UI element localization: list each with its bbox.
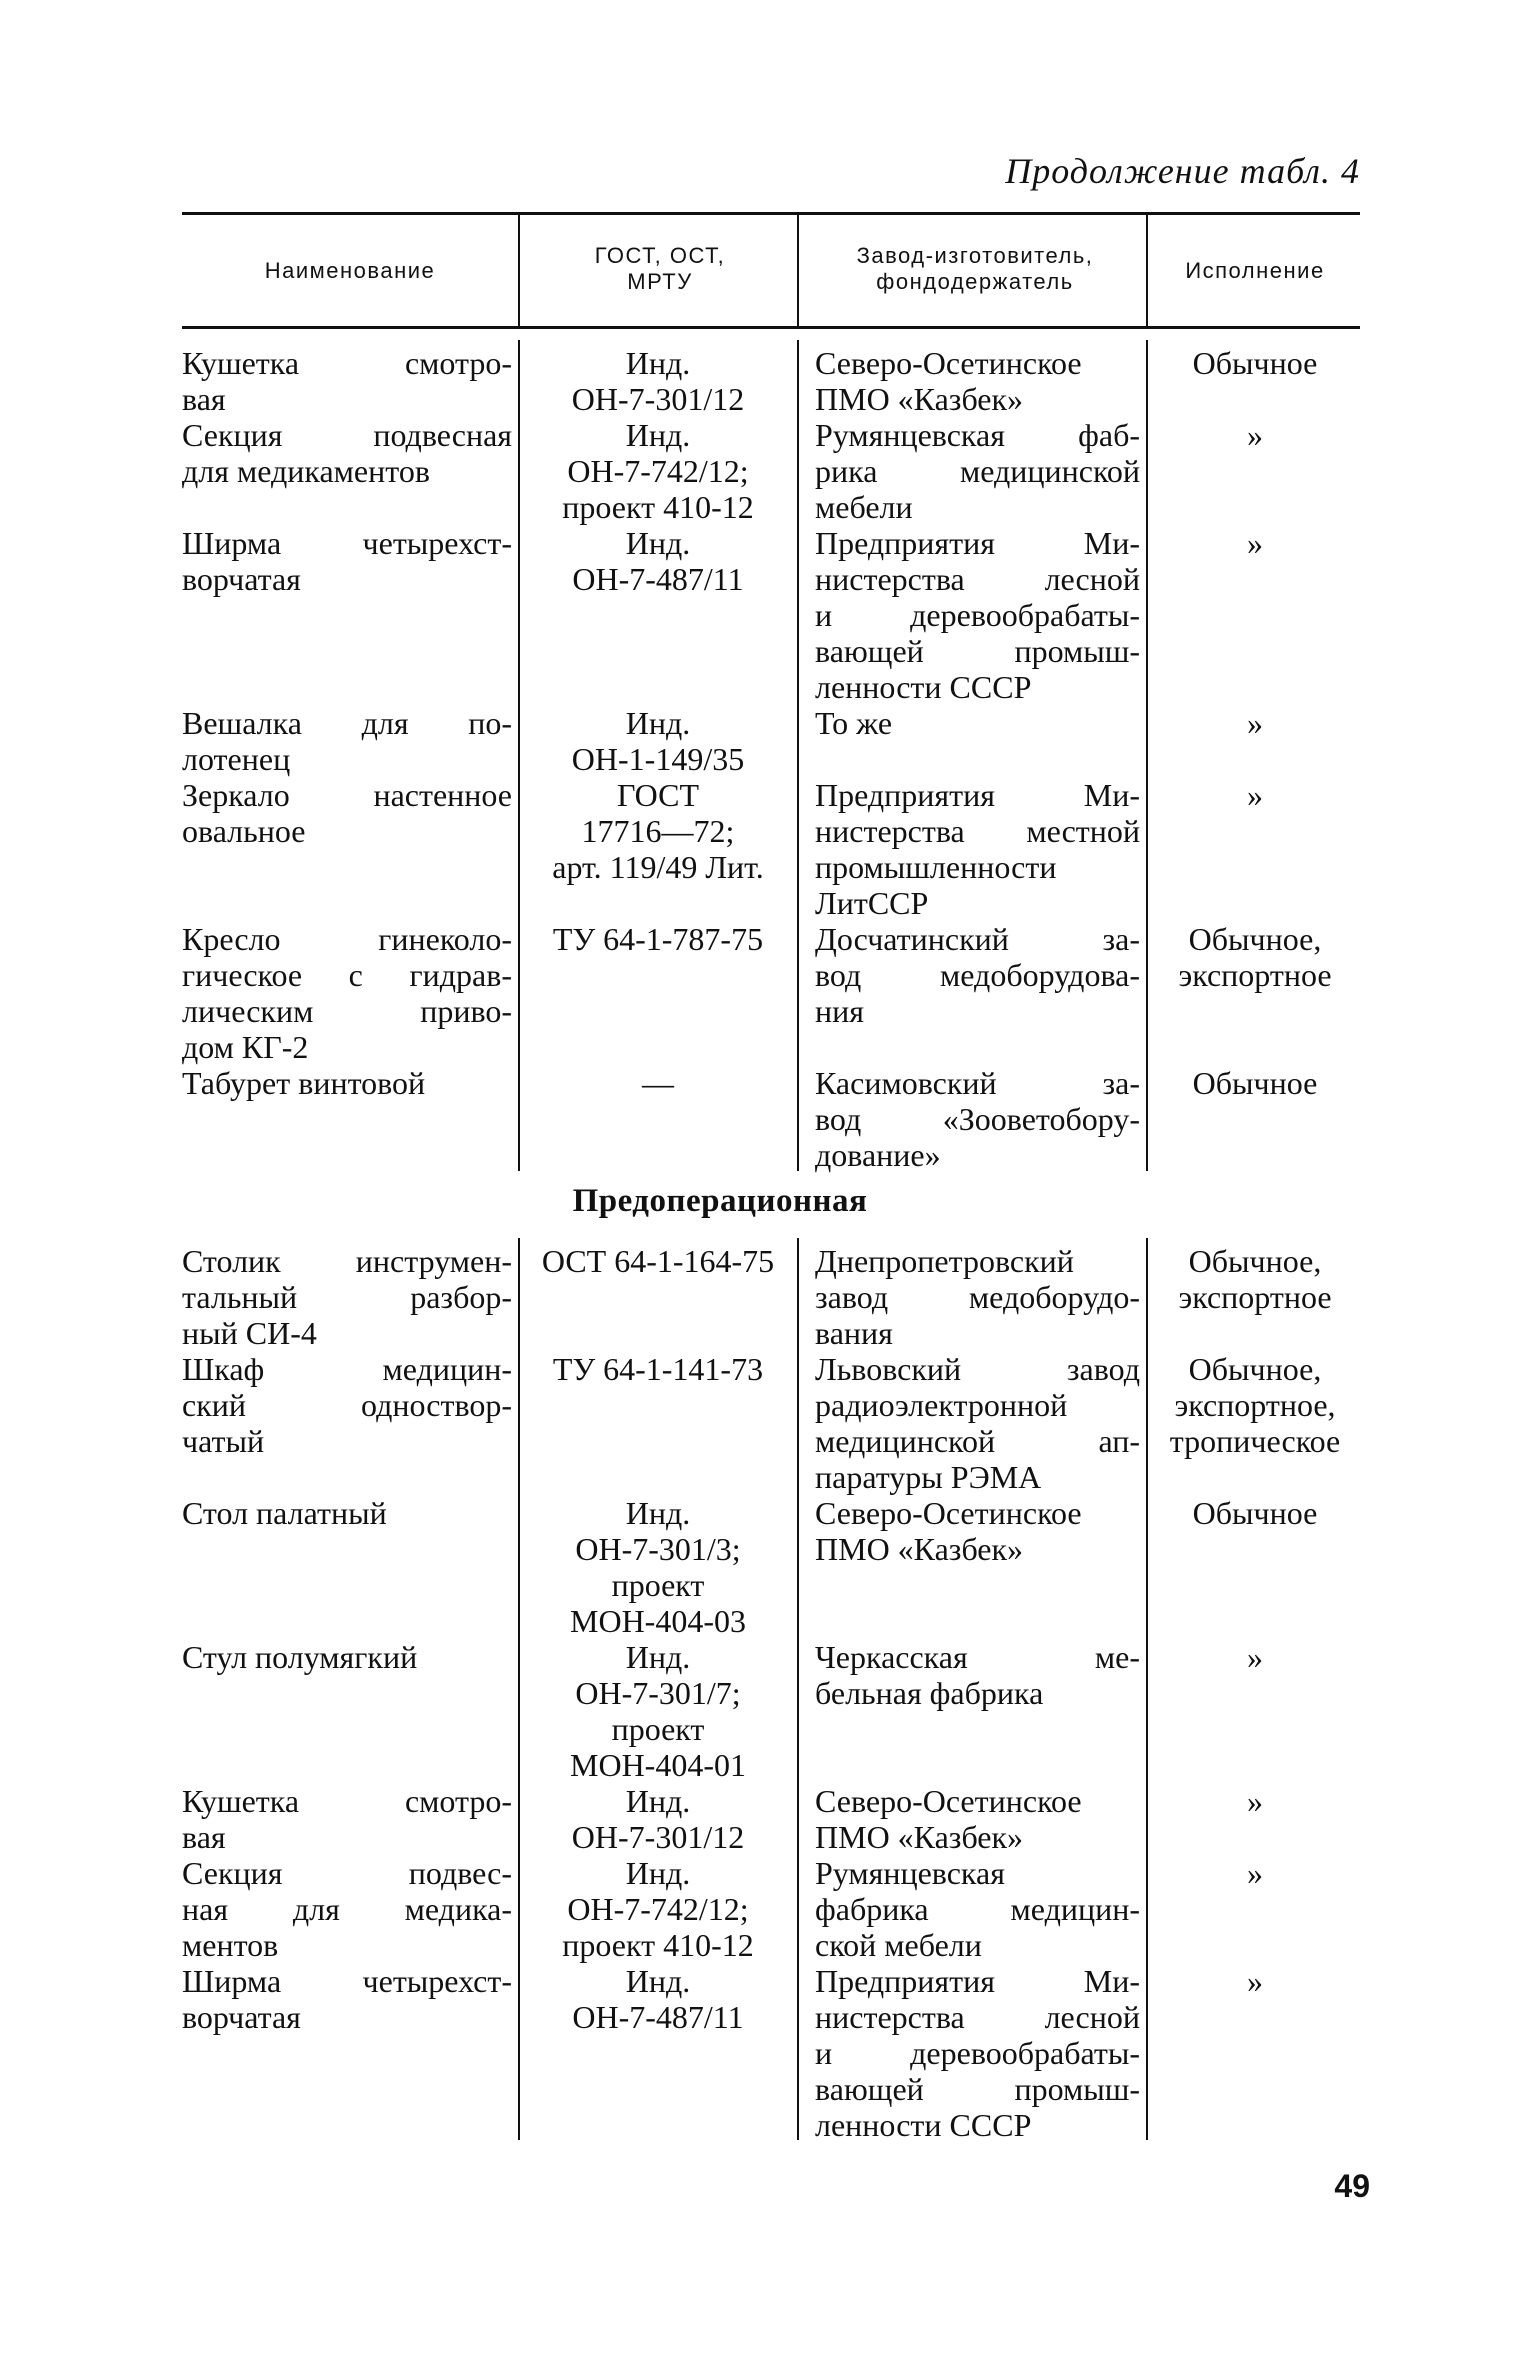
cell-line: Кресло гинеколо- — [182, 921, 512, 957]
cell-line: — — [642, 1065, 674, 1101]
cell-line: Ширма четырехст- — [182, 525, 512, 561]
cell-supplier — [815, 1065, 1140, 1173]
cell-version — [1150, 1855, 1360, 1891]
page-number: 49 — [1334, 2168, 1370, 2204]
cell-line: гическое с гидрав- — [182, 957, 512, 993]
cell-line: ский одноствор- — [182, 1387, 512, 1423]
cell-version — [1150, 525, 1360, 561]
cell-name — [182, 921, 512, 1065]
cell-version — [1150, 705, 1360, 741]
cell-supplier — [815, 1243, 1140, 1351]
cell-line: и деревообрабаты- — [815, 2035, 1140, 2071]
cell-line: дование» — [815, 1137, 941, 1173]
cell-line: бельная фабрика — [815, 1675, 1044, 1711]
cell-line: Обычное, — [1188, 921, 1322, 957]
cell-line: ленности СССР — [815, 2107, 1032, 2143]
cell-line: лическим приво- — [182, 993, 512, 1029]
cell-line: медицинской ап- — [815, 1423, 1140, 1459]
cell-line: Обычное — [1192, 345, 1318, 381]
cell-line: ЛитССР — [815, 885, 929, 921]
cell-supplier — [815, 1855, 1140, 1963]
cell-line: » — [1247, 1855, 1263, 1891]
column-divider — [797, 215, 799, 326]
cell-line: Северо-Осетинское — [815, 1495, 1082, 1531]
cell-line: тропическое — [1169, 1423, 1341, 1459]
cell-standard — [522, 1639, 794, 1783]
cell-line: Табурет винтовой — [182, 1065, 426, 1101]
cell-line: Секция подвесная — [182, 417, 512, 453]
cell-line: МОН-404-01 — [570, 1747, 746, 1783]
cell-line: Досчатинский за- — [815, 921, 1140, 957]
cell-line: Северо-Осетинское — [815, 345, 1082, 381]
cell-name — [182, 705, 512, 777]
cell-line: Румянцевская — [815, 1855, 1005, 1891]
cell-line: вая — [182, 1819, 226, 1855]
cell-supplier — [815, 345, 1140, 417]
cell-line: Инд. — [625, 1495, 691, 1531]
cell-standard — [522, 525, 794, 597]
cell-line: Секция подвес- — [182, 1855, 512, 1891]
cell-line: ОН-7-487/11 — [572, 561, 744, 597]
cell-version — [1150, 1065, 1360, 1101]
cell-standard — [522, 705, 794, 777]
cell-line: Обычное, — [1188, 1351, 1322, 1387]
cell-line: ная для медика- — [182, 1891, 512, 1927]
cell-line: вая — [182, 381, 226, 417]
cell-line: Шкаф медицин- — [182, 1351, 512, 1387]
table-header-rule — [182, 326, 1360, 329]
cell-line: для медикаментов — [182, 453, 430, 489]
column-divider — [1146, 1238, 1148, 2140]
cell-line: нистерства лесной — [815, 1999, 1140, 2035]
cell-line: нистерства лесной — [815, 561, 1140, 597]
cell-line: вающей промыш- — [815, 2071, 1140, 2107]
cell-line: ворчатая — [182, 561, 301, 597]
cell-line: Северо-Осетинское — [815, 1783, 1082, 1819]
cell-line: ПМО «Казбек» — [815, 1819, 1024, 1855]
cell-standard — [522, 777, 794, 885]
cell-line: рика медицинской — [815, 453, 1140, 489]
cell-standard — [522, 1243, 794, 1279]
column-divider — [797, 1238, 799, 2140]
cell-name — [182, 777, 512, 849]
cell-supplier — [815, 417, 1140, 525]
cell-line: Инд. — [625, 1783, 691, 1819]
cell-supplier — [815, 921, 1140, 1029]
cell-name — [182, 1065, 512, 1101]
cell-standard — [522, 1495, 794, 1639]
column-divider — [797, 340, 799, 1171]
cell-line: Обычное, — [1188, 1243, 1322, 1279]
cell-line: овальное — [182, 813, 306, 849]
cell-supplier — [815, 1639, 1140, 1711]
cell-line: проект — [611, 1567, 705, 1603]
cell-standard — [522, 345, 794, 417]
cell-version — [1150, 1783, 1360, 1819]
cell-line: Инд. — [625, 525, 691, 561]
cell-supplier — [815, 1963, 1140, 2143]
cell-line: Обычное — [1192, 1495, 1318, 1531]
cell-line: фабрика медицин- — [815, 1891, 1140, 1927]
cell-line: Львовский завод — [815, 1351, 1140, 1387]
cell-line: дом КГ-2 — [182, 1029, 309, 1065]
cell-line: ОН-7-301/7; — [575, 1675, 741, 1711]
cell-standard — [522, 1783, 794, 1855]
column-divider — [518, 215, 520, 326]
cell-line: Касимовский за- — [815, 1065, 1140, 1101]
table-caption: Продолжение табл. 4 — [1005, 151, 1360, 191]
cell-line: и деревообрабаты- — [815, 597, 1140, 633]
cell-line: тальный разбор- — [182, 1279, 512, 1315]
cell-version — [1150, 777, 1360, 813]
cell-version — [1150, 1963, 1360, 1999]
cell-line: Инд. — [625, 1855, 691, 1891]
column-divider — [1146, 215, 1148, 326]
cell-line: Инд. — [625, 1963, 691, 1999]
cell-line: ПМО «Казбек» — [815, 1531, 1024, 1567]
cell-name — [182, 417, 512, 489]
cell-name — [182, 1639, 512, 1675]
cell-line: паратуры РЭМА — [815, 1459, 1042, 1495]
cell-name — [182, 345, 512, 417]
cell-supplier — [815, 1351, 1140, 1495]
cell-line: То же — [815, 705, 893, 741]
cell-line: ПМО «Казбек» — [815, 381, 1024, 417]
cell-line: вающей промыш- — [815, 633, 1140, 669]
cell-line: Ширма четырехст- — [182, 1963, 512, 1999]
cell-line: завод медоборудо- — [815, 1279, 1140, 1315]
cell-version — [1150, 345, 1360, 381]
cell-line: » — [1247, 1783, 1263, 1819]
column-divider — [1146, 340, 1148, 1171]
section-title: Предоперационная — [572, 1183, 868, 1219]
cell-line: ОН-7-742/12; — [567, 1891, 749, 1927]
cell-line: ный СИ-4 — [182, 1315, 317, 1351]
cell-line: ОН-7-487/11 — [572, 1999, 744, 2035]
cell-line: » — [1247, 1963, 1263, 1999]
cell-standard — [522, 417, 794, 525]
cell-name — [182, 1855, 512, 1963]
cell-line: Стол палатный — [182, 1495, 387, 1531]
cell-name — [182, 1495, 512, 1531]
cell-line: Кушетка смотро- — [182, 1783, 512, 1819]
cell-line: ТУ 64-1-141-73 — [552, 1351, 764, 1387]
cell-line: Стул полумягкий — [182, 1639, 418, 1675]
column-divider — [518, 1238, 520, 2140]
cell-line: вод «Зооветобору- — [815, 1101, 1140, 1137]
cell-line: ОН-7-301/3; — [575, 1531, 741, 1567]
cell-line: проект 410-12 — [562, 1927, 754, 1963]
cell-supplier — [815, 705, 1140, 741]
cell-line: ментов — [182, 1927, 279, 1963]
cell-line: Инд. — [625, 345, 691, 381]
cell-name — [182, 1243, 512, 1351]
cell-line: ленности СССР — [815, 669, 1032, 705]
cell-line: Столик инструмен- — [182, 1243, 512, 1279]
cell-line: нистерства местной — [815, 813, 1140, 849]
cell-standard — [522, 921, 794, 957]
cell-line: » — [1247, 777, 1263, 813]
cell-line: ОН-7-301/12 — [571, 381, 745, 417]
cell-line: Зеркало настенное — [182, 777, 512, 813]
cell-name — [182, 525, 512, 597]
cell-supplier — [815, 1783, 1140, 1855]
cell-version — [1150, 417, 1360, 453]
cell-line: Инд. — [625, 705, 691, 741]
cell-version — [1150, 1495, 1360, 1531]
cell-line: вания — [815, 1315, 893, 1351]
cell-line: ОН-7-742/12; — [567, 453, 749, 489]
cell-line: экспортное — [1178, 957, 1332, 993]
header-supplier: Завод-изготовитель, фондодержатель — [856, 243, 1094, 294]
cell-standard — [522, 1963, 794, 2035]
cell-line: ОН-1-149/35 — [571, 741, 745, 777]
cell-line: Предприятия Ми- — [815, 777, 1140, 813]
header-version: Исполнение — [1185, 258, 1325, 283]
cell-standard — [522, 1351, 794, 1387]
cell-line: Предприятия Ми- — [815, 1963, 1140, 1999]
cell-line: ния — [815, 993, 864, 1029]
cell-line: вод медоборудова- — [815, 957, 1140, 993]
cell-version — [1150, 1639, 1360, 1675]
cell-standard — [522, 1855, 794, 1963]
cell-line: арт. 119/49 Лит. — [552, 849, 764, 885]
cell-line: МОН-404-03 — [570, 1603, 746, 1639]
table-top-rule — [182, 212, 1360, 215]
cell-line: » — [1247, 417, 1263, 453]
cell-line: Черкасская ме- — [815, 1639, 1140, 1675]
cell-line: Днепропетровский — [815, 1243, 1074, 1279]
cell-line: 17716—72; — [581, 813, 735, 849]
cell-line: Кушетка смотро- — [182, 345, 512, 381]
cell-line: Инд. — [625, 417, 691, 453]
cell-line: экспортное, — [1174, 1387, 1336, 1423]
cell-line: ТУ 64-1-787-75 — [552, 921, 764, 957]
cell-line: ГОСТ — [616, 777, 700, 813]
column-divider — [518, 340, 520, 1171]
cell-line: радиоэлектронной — [815, 1387, 1068, 1423]
cell-name — [182, 1351, 512, 1459]
cell-line: ворчатая — [182, 1999, 301, 2035]
cell-line: Инд. — [625, 1639, 691, 1675]
cell-supplier — [815, 777, 1140, 921]
cell-line: » — [1247, 705, 1263, 741]
cell-line: » — [1247, 1639, 1263, 1675]
cell-name — [182, 1963, 512, 2035]
cell-line: » — [1247, 525, 1263, 561]
cell-standard — [522, 1065, 794, 1101]
header-standard: ГОСТ, ОСТ, МРТУ — [594, 243, 726, 294]
cell-line: экспортное — [1178, 1279, 1332, 1315]
cell-version — [1150, 921, 1360, 993]
cell-name — [182, 1783, 512, 1855]
cell-line: Предприятия Ми- — [815, 525, 1140, 561]
cell-line: проект 410-12 — [562, 489, 754, 525]
cell-line: Вешалка для по- — [182, 705, 512, 741]
cell-version — [1150, 1243, 1360, 1315]
cell-line: Обычное — [1192, 1065, 1318, 1101]
cell-line: промышленности — [815, 849, 1057, 885]
cell-line: лотенец — [182, 741, 291, 777]
cell-supplier — [815, 1495, 1140, 1567]
cell-line: мебели — [815, 489, 913, 525]
cell-supplier — [815, 525, 1140, 705]
cell-line: ской мебели — [815, 1927, 982, 1963]
cell-line: проект — [611, 1711, 705, 1747]
cell-line: чатый — [182, 1423, 265, 1459]
header-name: Наименование — [264, 258, 436, 283]
cell-line: ОН-7-301/12 — [571, 1819, 745, 1855]
cell-line: Румянцевская фаб- — [815, 417, 1140, 453]
cell-version — [1150, 1351, 1360, 1459]
cell-line: ОСТ 64-1-164-75 — [541, 1243, 775, 1279]
